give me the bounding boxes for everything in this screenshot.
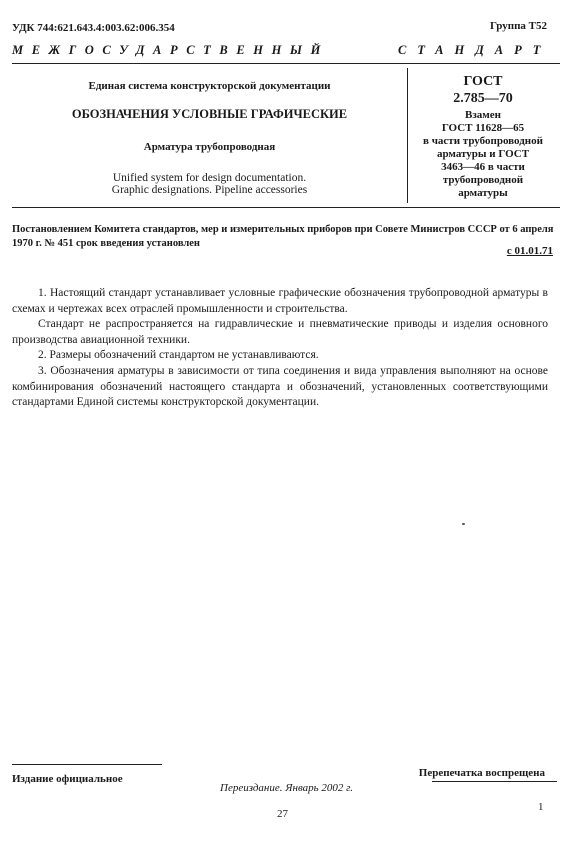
paragraph: 2. Размеры обозначений стандартом не устанавливаются. [38, 349, 319, 362]
effective-date: с 01.01.71 [506, 245, 553, 257]
english-title-line-2: Graphic designations. Pipeline accessories [111, 184, 308, 196]
header-rule [12, 63, 560, 64]
gost-number: 2.785—70 [453, 91, 513, 106]
group-code: Группа Т52 [489, 20, 547, 32]
english-title-line-1: Unified system for design documentation. [112, 172, 307, 184]
page-number: 27 [277, 808, 288, 820]
replaces-line: арматуры [458, 187, 508, 199]
udk-code: УДК 744:621.643.4:003.62:006.354 [12, 22, 175, 34]
replaces-line: 3463—46 в части [441, 161, 525, 173]
body-text [12, 286, 548, 411]
official-edition: Издание официальное [12, 773, 123, 785]
reissue-note: Переиздание. Январь 2002 г. [220, 782, 354, 794]
banner-standard: СТАНДАРТ [398, 43, 552, 57]
replaces-line: Взамен [465, 109, 501, 121]
speck-mark [462, 523, 465, 525]
banner-interstate: МЕЖГОСУДАРСТВЕННЫЙ [12, 43, 329, 57]
decree-text: Постановлением Комитета стандартов, мер и измерительных приборов при Совете Министров СССР от 6 апреля 1970 г. № 451 срок введения установлен [12, 224, 554, 249]
system-name: Единая система конструкторской документации [88, 80, 331, 92]
title-block-rule [12, 207, 560, 208]
paragraph: 3. Обозначения арматуры в зависимости от типа соединения и вида управления выполняют на основе комбинирования обозначений настоящего стандарта и обозначений, установленных соответствующими стандартами Единой системы конструкторской документации. [12, 364, 548, 409]
reprint-notice: Перепечатка воспрещена [418, 767, 545, 779]
side-mark: 1 [538, 801, 544, 813]
footer-right-rule [432, 781, 557, 782]
footer-left-rule [12, 764, 162, 765]
replaces-line: в части трубопроводной [423, 135, 543, 147]
replaces-block [408, 109, 558, 200]
document-subtitle: Арматура трубопроводная [143, 141, 276, 153]
replaces-line: ГОСТ 11628—65 [441, 122, 525, 134]
replaces-line: трубопроводной [442, 174, 524, 186]
document-title: ОБОЗНАЧЕНИЯ УСЛОВНЫЕ ГРАФИЧЕСКИЕ [71, 107, 348, 121]
replaces-line: арматуры и ГОСТ [436, 148, 530, 160]
paragraph: Стандарт не распространяется на гидравлические и пневматические приводы и изделия основного производства авиационной техники. [12, 318, 548, 346]
gost-label: ГОСТ [463, 74, 503, 89]
paragraph: 1. Настоящий стандарт устанавливает условные графические обозначения трубопроводной арматуры в схемах и чертежах всех отраслей промышленности и строительства. [12, 287, 548, 315]
